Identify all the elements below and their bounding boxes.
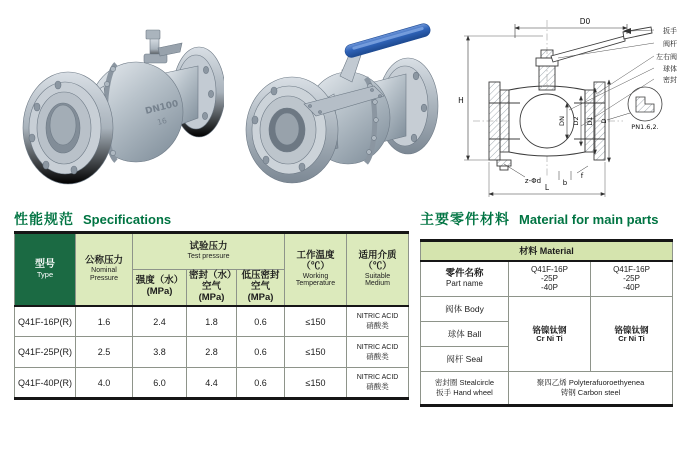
dim-f: f: [580, 172, 584, 180]
material-table: [420, 239, 673, 407]
part-label-handle: 扳手: [663, 27, 677, 35]
cell-low: 0.6: [237, 306, 285, 337]
valve-photo-1: [12, 12, 224, 192]
dim-dn: DN: [558, 116, 566, 126]
valve-drawing-svg: [455, 8, 679, 204]
cast-marking-dn: DN100: [144, 99, 180, 117]
cell-nominal: 1.6: [76, 306, 133, 337]
material-title-en: Material for main parts: [519, 212, 659, 227]
col-header-working-temperature: 工作温度（℃） Working Temperature: [285, 233, 347, 306]
part-label-seal: 密封: [663, 76, 677, 84]
cell-type: Q41F-25P(R): [15, 337, 76, 368]
spec-row-q41f-25p: [15, 337, 409, 368]
cell-temp: ≤150: [285, 337, 347, 368]
detail-pn-label: PN1.6,2.: [631, 123, 659, 131]
cell-temp: ≤150: [285, 306, 347, 337]
part-label-stem: 阀杆: [663, 40, 677, 48]
part-ball: 球体 Ball: [421, 322, 509, 347]
handle-outline: [551, 36, 625, 62]
material-title-zh: 主要零件材料: [420, 211, 510, 227]
part-labels: [656, 26, 677, 84]
cell-seal: 1.8: [187, 306, 237, 337]
part-name-header: 零件名称 Part name: [421, 261, 509, 297]
cell-nominal: 4.0: [76, 368, 133, 399]
type-zh: 型号: [35, 259, 55, 271]
material-value-2: 铬镍钛钢 Cr Ni Ti: [591, 297, 673, 372]
dim-d1: D1: [586, 116, 594, 126]
dim-d2: D2: [572, 116, 580, 126]
part-sealring-handwheel: 密封圈 Stealcircle 扳手 Hand wheel: [421, 372, 509, 406]
material-table-header-row: [421, 241, 673, 261]
cell-nominal: 2.5: [76, 337, 133, 368]
valve-photo-1-image: [12, 12, 224, 192]
material-section-title: [420, 209, 658, 229]
cell-type: Q41F-40P(R): [15, 368, 76, 399]
cell-strength: 6.0: [133, 368, 187, 399]
valve-photo-2: [228, 12, 454, 192]
dim-d0: D0: [579, 17, 591, 26]
type-en: Type: [36, 270, 54, 280]
col-header-test-pressure: 试验压力 Test pressure: [133, 233, 285, 270]
cell-strength: 2.4: [133, 306, 187, 337]
part-label-body-halves: 左右阀: [656, 53, 677, 61]
col-header-type: [15, 233, 76, 306]
material-row-sealring-handle: [421, 372, 673, 406]
valve-technical-drawing: [455, 8, 679, 204]
handle-lever: [343, 22, 431, 59]
cell-medium: NITRIC ACID 硝酸类: [347, 306, 409, 337]
material-value-1: 铬镍钛钢 Cr Ni Ti: [509, 297, 591, 372]
handle-grip-outline: [623, 27, 652, 39]
spec-row-q41f-16p: [15, 306, 409, 337]
col-header-suitable-medium: 适用介质（℃） Suitable Medium: [347, 233, 409, 306]
cell-seal: 2.8: [187, 337, 237, 368]
specifications-section-title: [14, 209, 171, 229]
cell-seal: 4.4: [187, 368, 237, 399]
cell-low: 0.6: [237, 337, 285, 368]
cell-type: Q41F-16P(R): [15, 306, 76, 337]
part-body: 阀体 Body: [421, 297, 509, 322]
material-value-sealring-handle: 聚四乙烯 Polyterafuoroethyenea 铸钢 Carbon steel: [509, 372, 673, 406]
specifications-table: [14, 231, 409, 400]
material-row-body: [421, 297, 673, 322]
dim-h: H: [458, 96, 464, 105]
spec-title-en: Specifications: [83, 212, 172, 227]
model-col-1: Q41F-16P -25P -40P: [509, 261, 591, 297]
part-label-ball: 球体: [663, 65, 677, 73]
dim-d: D: [600, 118, 608, 124]
model-col-2: Q41F-16P -25P -40P: [591, 261, 673, 297]
material-header: 材料 Material: [421, 241, 673, 261]
cell-medium: NITRIC ACID 硝酸类: [347, 368, 409, 399]
subcol-seal-water-air: 密封（水） 空气 (MPa): [187, 270, 237, 306]
cast-marking-pn: 16: [156, 115, 168, 127]
valve-section-outline: [489, 27, 652, 170]
spec-title-zh: 性能规范: [14, 211, 74, 227]
material-model-row: [421, 261, 673, 297]
spec-row-q41f-40p: [15, 368, 409, 399]
cell-temp: ≤150: [285, 368, 347, 399]
cell-low: 0.6: [237, 368, 285, 399]
valve-photo-2-image: [228, 12, 454, 192]
cell-strength: 3.8: [133, 337, 187, 368]
dim-b: b: [562, 179, 568, 187]
part-stem-seal: 阀杆 Seal: [421, 347, 509, 372]
dim-l: L: [544, 183, 550, 192]
subcol-lowpressure-seal-air: 低压密封 空气 (MPa): [237, 270, 285, 306]
col-header-nominal-pressure: 公称压力 Nominal Pressure: [76, 233, 133, 306]
dim-zphid: z-Φd: [524, 177, 542, 185]
subcol-strength-water: 强度（水） (MPa): [133, 270, 187, 306]
cell-medium: NITRIC ACID 硝酸类: [347, 337, 409, 368]
